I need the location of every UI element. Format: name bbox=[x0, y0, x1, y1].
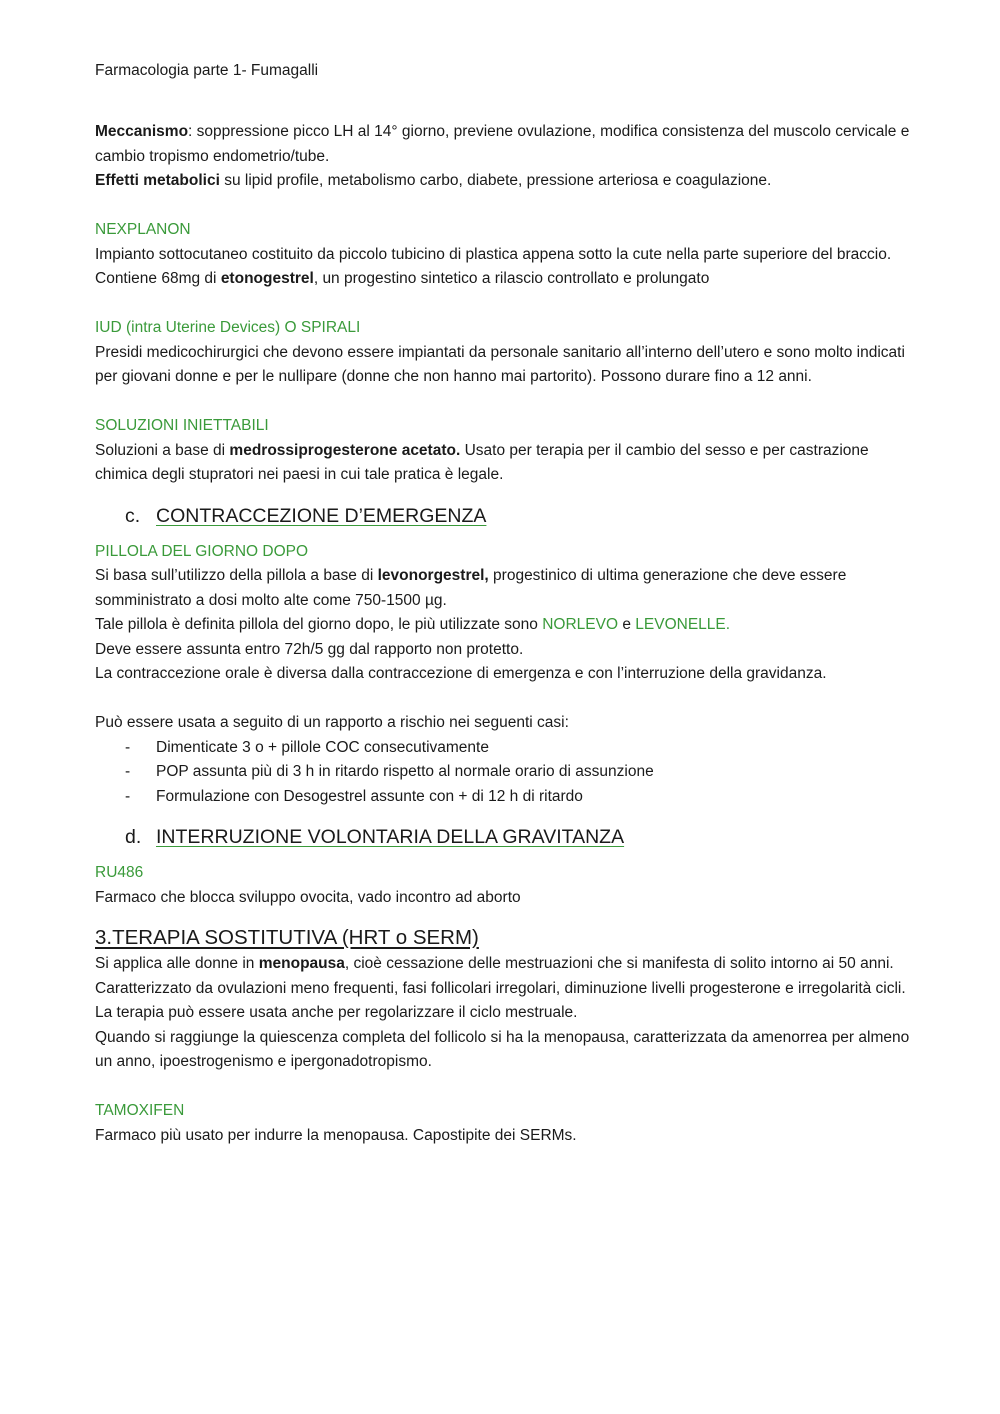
soluzioni-post: Usato per terapia per il cambio del sesso e per castrazione chimica degli stupratori nei paesi in cui tale pratica è legale. bbox=[95, 441, 869, 483]
nexplanon-line2 bbox=[95, 267, 910, 292]
section-3-p1-post: , cioè cessazione delle mestruazioni che si manifesta di solito intorno ai 50 anni. Caratterizzato da ovulazioni meno frequenti, fasi follicolari irregolari, diminuzione livelli progesterone e irregolarità cicli. bbox=[95, 955, 906, 997]
pillola-line2 bbox=[95, 613, 910, 638]
pillola-list bbox=[95, 736, 910, 810]
pillola-title: PILLOLA DEL GIORNO DOPO bbox=[95, 542, 309, 560]
levonelle-name: LEVONELLE. bbox=[635, 616, 731, 633]
iud-title: IUD (intra Uterine Devices) O SPIRALI bbox=[95, 319, 361, 336]
section-d-title: INTERRUZIONE VOLONTARIA DELLA GRAVITANZA bbox=[156, 826, 625, 848]
list-item bbox=[95, 736, 910, 761]
iud-text: Presidi medicochirurgici che devono essere impiantati da personale sanitario all’interno dell’utero e sono molto indicati per giovani donne e per le nullipare (donne che non hanno mai partorito). Possono durare fino a 12 anni. bbox=[95, 343, 905, 385]
pillola-intro: Può essere usata a seguito di un rapporto a rischio nei seguenti casi: bbox=[95, 714, 569, 731]
section-3-p3: Quando si raggiunge la quiescenza completa del follicolo si ha la menopausa, caratterizzata da amenorrea per almeno un anno, ipoestrogenismo e ipergonadotropismo. bbox=[95, 1028, 910, 1070]
pillola-l1-pre: Si basa sull’utilizzo della pillola a base di bbox=[95, 567, 378, 584]
section-c-title: CONTRACCEZIONE D’EMERGENZA bbox=[156, 504, 487, 527]
pillola-l2-pre: Tale pillola è definita pillola del giorno dopo, le più utilizzate sono bbox=[95, 616, 543, 633]
effetti-text: su lipid profile, metabolismo carbo, diabete, pressione arteriosa e coagulazione. bbox=[219, 172, 772, 189]
section-3-p2: La terapia può essere usata anche per regolarizzare il ciclo mestruale. bbox=[95, 1004, 578, 1021]
nexplanon-line2-bold: etonogestrel bbox=[220, 270, 314, 287]
pillola-line4: La contraccezione orale è diversa dalla contraccezione di emergenza e con l’interruzione della gravidanza. bbox=[95, 665, 827, 682]
meccanismo-text: : soppressione picco LH al 14° giorno, previene ovulazione, modifica consistenza del muscolo cervicale e cambio tropismo endometrio/tube. bbox=[95, 123, 910, 165]
tamoxifen-title: TAMOXIFEN bbox=[95, 1102, 185, 1119]
effetti-paragraph bbox=[95, 169, 910, 194]
section-3-p1 bbox=[95, 952, 910, 1001]
meccanismo-label: Meccanismo bbox=[95, 123, 189, 140]
section-3-heading: 3.TERAPIA SOSTITUTIVA (HRT o SERM) bbox=[95, 926, 479, 949]
list-bullet: - bbox=[125, 787, 131, 805]
list-item-text: POP assunta più di 3 h in ritardo rispetto al normale orario di assunzione bbox=[156, 763, 654, 780]
meccanismo-paragraph bbox=[95, 120, 910, 169]
list-bullet: - bbox=[125, 763, 131, 780]
page-header: Farmacologia parte 1- Fumagalli bbox=[95, 62, 319, 79]
section-d-letter: d. bbox=[125, 826, 142, 848]
list-item-text: Formulazione con Desogestrel assunte con + di 12 h di ritardo bbox=[156, 787, 583, 805]
soluzioni-text bbox=[95, 439, 910, 488]
soluzioni-bold: medrossiprogesterone acetato. bbox=[229, 441, 461, 459]
pillola-line3: Deve essere assunta entro 72h/5 gg dal rapporto non protetto. bbox=[95, 640, 524, 658]
section-c-letter: c. bbox=[125, 504, 141, 527]
norlevo-name: NORLEVO bbox=[542, 616, 619, 633]
pillola-l1-bold: levonorgestrel, bbox=[377, 567, 489, 584]
section-d-heading bbox=[125, 823, 910, 851]
tamoxifen-text: Farmaco più usato per indurre la menopausa. Capostipite dei SERMs. bbox=[95, 1126, 577, 1144]
ru486-title: RU486 bbox=[95, 864, 144, 881]
section-3-p1-pre: Si applica alle donne in bbox=[95, 955, 259, 972]
document-body bbox=[95, 120, 910, 1148]
section-3-p1-bold: menopausa bbox=[258, 955, 345, 972]
nexplanon-line2-pre: Contiene 68mg di bbox=[95, 270, 221, 287]
nexplanon-line1: Impianto sottocutaneo costituito da piccolo tubicino di plastica appena sotto la cute nella parte superiore del braccio. bbox=[95, 245, 892, 263]
nexplanon-title: NEXPLANON bbox=[95, 221, 191, 238]
list-item bbox=[95, 785, 910, 810]
section-c-heading bbox=[125, 502, 910, 530]
list-bullet: - bbox=[125, 738, 131, 756]
list-item bbox=[95, 760, 910, 785]
pillola-l2-mid: e bbox=[618, 616, 636, 633]
list-item-text: Dimenticate 3 o + pillole COC consecutivamente bbox=[156, 738, 489, 756]
nexplanon-line2-post: , un progestino sintetico a rilascio controllato e prolungato bbox=[313, 270, 710, 287]
pillola-line1 bbox=[95, 564, 910, 613]
pillola-l1-post: progestinico di ultima generazione che deve essere somministrato a dosi molto alte come 750-1500 µg. bbox=[95, 567, 847, 609]
soluzioni-pre: Soluzioni a base di bbox=[95, 441, 230, 459]
effetti-label: Effetti metabolici bbox=[95, 172, 220, 189]
soluzioni-title: SOLUZIONI INIETTABILI bbox=[95, 417, 269, 434]
ru486-text: Farmaco che blocca sviluppo ovocita, vado incontro ad aborto bbox=[95, 888, 521, 906]
